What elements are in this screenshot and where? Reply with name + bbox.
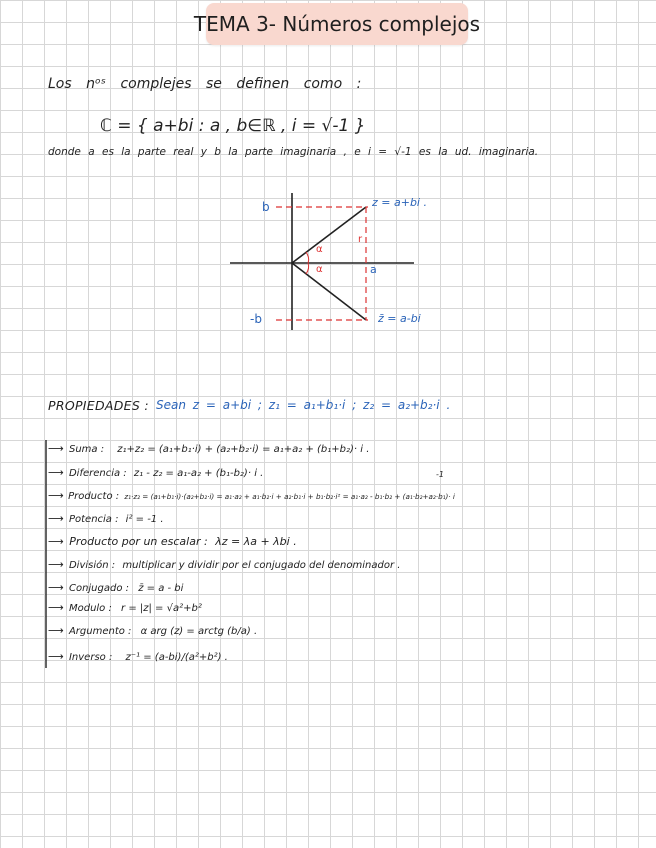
- property-modulo: [48, 601, 202, 614]
- definition-note: donde a es la parte real y b la parte imaginaria , e i = √-1 es la ud. imaginaria.: [48, 146, 539, 158]
- property-label: Potencia :: [68, 514, 119, 525]
- property-producto-escalar: [48, 535, 297, 548]
- property-label: División :: [68, 560, 116, 571]
- property-diferencia: [48, 466, 263, 479]
- vector-zbar: [292, 263, 366, 320]
- property-label: Conjugado :: [68, 583, 130, 594]
- label-neg-b: -b: [250, 312, 262, 326]
- arrow-icon: ⟶: [48, 466, 64, 479]
- arrow-icon: ⟶: [48, 601, 64, 614]
- property-label: Inverso :: [68, 652, 113, 663]
- arrow-icon: ⟶: [48, 558, 64, 571]
- arrow-icon: ⟶: [48, 581, 64, 594]
- label-alpha-top: α: [316, 244, 323, 255]
- property-suma: [48, 442, 369, 455]
- property-label: Producto por un escalar :: [69, 535, 208, 548]
- property-argumento: [48, 624, 257, 637]
- property-division: [48, 558, 400, 571]
- property-text: λz = λa + λbi .: [215, 535, 297, 548]
- set-definition-formula: ℂ = { a+bi : a , b∈ℝ , i = √-1 }: [100, 116, 366, 136]
- arrow-icon: ⟶: [48, 489, 64, 502]
- property-label: Suma :: [68, 444, 105, 455]
- property-label: Modulo :: [68, 603, 112, 614]
- property-text: z̄ = a - bi: [138, 583, 184, 594]
- label-alpha-bottom: α: [316, 264, 323, 275]
- property-label: Diferencia :: [68, 468, 127, 479]
- angle-arc-top: [306, 252, 309, 263]
- properties-intro: Sean z = a+bi ; z₁ = a₁+b₁·i ; z₂ = a₂+b₂·i .: [156, 398, 451, 412]
- property-text: z⁻¹ = (a-bi)/(a²+b²) .: [125, 652, 228, 663]
- page-title: TEMA 3- Números complejos: [206, 3, 468, 45]
- property-text: z₁+z₂ = (a₁+b₁·i) + (a₂+b₂·i) = a₁+a₂ + (b₁+b₂)· i .: [117, 444, 370, 455]
- property-text: i² = -1 .: [125, 514, 164, 525]
- vector-z: [292, 207, 366, 263]
- property-text: r = |z| = √a²+b²: [121, 603, 202, 614]
- i-squared-note: -1: [436, 470, 444, 479]
- arrow-icon: ⟶: [48, 650, 64, 663]
- property-label: Argumento :: [68, 626, 132, 637]
- label-a: a: [370, 263, 377, 276]
- label-b: b: [262, 200, 270, 214]
- property-label: Producto :: [68, 491, 120, 502]
- property-potencia: [48, 512, 164, 525]
- property-text: z₁·z₂ = (a₁+b₁·i)·(a₂+b₂·i) = a₁·a₂ + a₁·b₂·i + a₂·b₁·i + b₁·b₂·i² = a₁·a₂ - b₁·b₂ + (a₁·b₂+a₂·b₁)· i: [124, 492, 455, 501]
- arrow-icon: ⟶: [48, 442, 64, 455]
- arrow-icon: ⟶: [48, 535, 64, 548]
- arrow-icon: ⟶: [48, 624, 64, 637]
- property-conjugado: [48, 581, 183, 594]
- property-text: multiplicar y dividir por el conjugado del denominador .: [122, 560, 401, 571]
- angle-arc-bottom: [306, 263, 309, 274]
- label-r: r: [358, 234, 363, 245]
- arrow-icon: ⟶: [48, 512, 64, 525]
- property-producto: [48, 489, 455, 502]
- property-text: α arg (z) = arctg (b/a) .: [140, 626, 258, 637]
- label-zbar: z̄ = a-bi: [378, 312, 421, 325]
- label-z: z = a+bi .: [372, 196, 427, 209]
- property-inverso: [48, 650, 228, 663]
- property-text: z₁ - z₂ = a₁-a₂ + (b₁-b₂)· i .: [133, 468, 264, 479]
- properties-heading: PROPIEDADES :: [48, 398, 149, 413]
- intro-line: Los nᵒˢ complejes se definen como :: [48, 76, 362, 92]
